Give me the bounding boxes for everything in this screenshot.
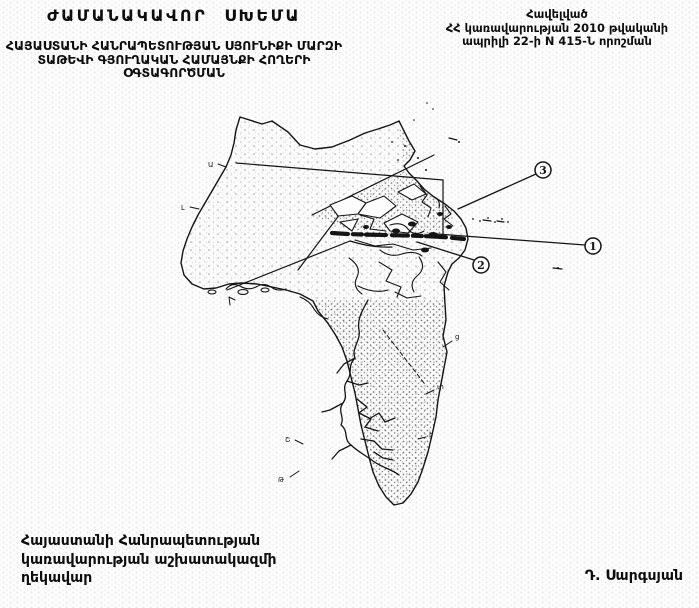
- annex-line-3: ապրիլի 22-ի N 415-Ն որոշման: [462, 34, 652, 48]
- callout-2-number: 2: [477, 259, 485, 272]
- edge-label-l: Լ: [181, 204, 185, 212]
- callout-3-number: 3: [539, 164, 547, 177]
- callout-1-number: 1: [589, 240, 597, 253]
- subtitle-line-3: ՕԳՏԱԳՈՐԾՄԱՆ: [123, 65, 225, 81]
- edge-label-p: փ: [437, 383, 444, 391]
- signature-name: Դ. Սարգսյան: [584, 568, 683, 584]
- page-title: ԺԱՄԱՆԱԿԱՎՈՐ ՍԽԵՄԱ: [46, 6, 302, 25]
- subtitle-line-1: ՀԱՅԱՍՏԱՆԻ ՀԱՆՐԱՊԵՏՈՒԹՅԱՆ ՍՅՈՒՆԻՔԻ ՄԱՐԶԻ: [5, 38, 343, 53]
- edge-label-ts: ց: [455, 333, 460, 341]
- edge-label-e: է: [429, 431, 433, 439]
- footer-line-2: կառավարության աշխատակազմի: [21, 551, 277, 568]
- footer-line-3: ղեկավար: [21, 570, 93, 586]
- annex-line-1: Հավելված: [526, 7, 588, 21]
- subtitle-line-2: ՏԱԹԵՎԻ ԳՅՈՒՂԱԿԱՆ ՀԱՄԱՅՆՔԻ ՀՈՂԵՐԻ: [37, 51, 311, 67]
- map-territory: [181, 117, 468, 510]
- callout-3: [458, 162, 551, 209]
- edge-label-a: Ա: [208, 161, 214, 169]
- footer-line-1: Հայաստանի Հանրապետության: [21, 533, 261, 549]
- callout-3-leader: [458, 174, 536, 209]
- edge-label-sh: Շ: [285, 436, 291, 444]
- annex-line-2: ՀՀ կառավարության 2010 թվականի: [445, 20, 669, 35]
- footer-block: [21, 532, 277, 588]
- edge-label-t: Թ: [278, 476, 285, 484]
